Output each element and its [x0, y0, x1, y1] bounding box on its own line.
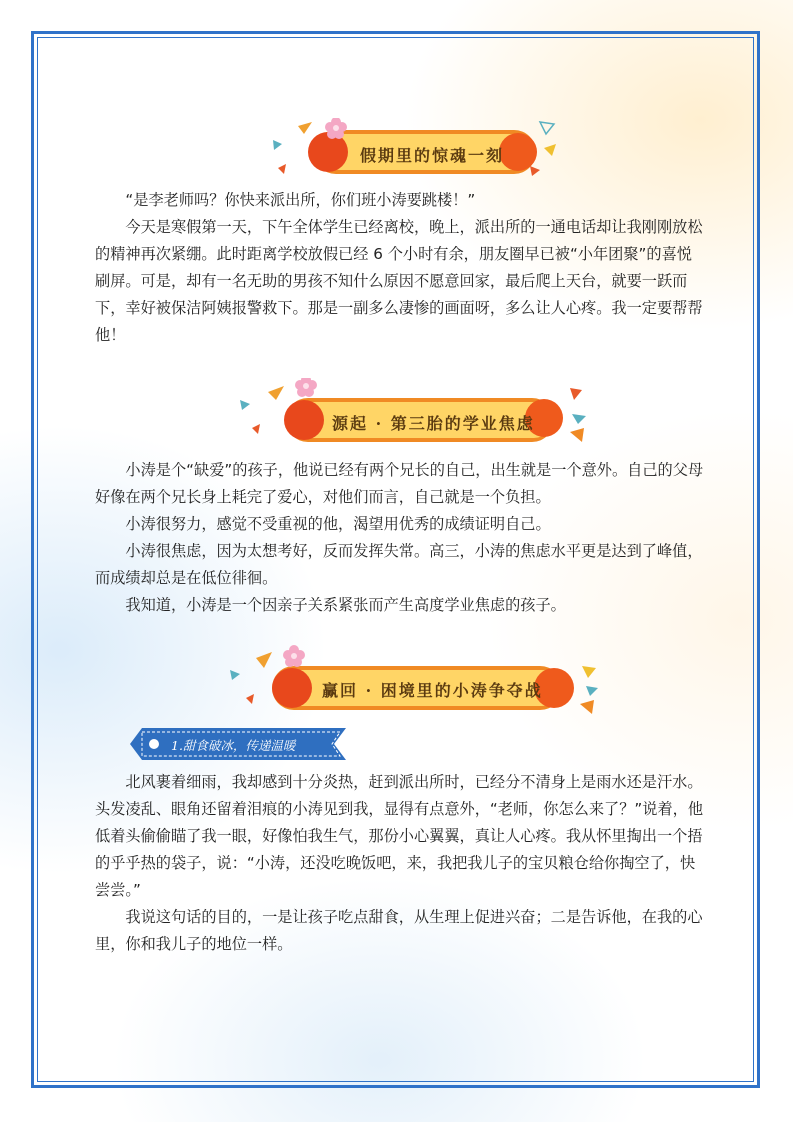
paragraph: “是李老师吗？你快来派出所，你们班小涛要跳楼！”	[125, 191, 476, 209]
subheading-label: 1.甜食破冰，传递温暖	[171, 738, 296, 753]
triangle-deco	[572, 414, 586, 424]
bullet-dot-icon	[149, 739, 159, 749]
paragraph: 小涛很焦虑，因为太想考好，反而发挥失常。高三，小涛的焦虑水平更是达到了峰值，而成绩却总是在低位徘徊。	[95, 542, 703, 587]
banner-circle-left	[284, 400, 324, 440]
triangle-deco	[580, 700, 594, 714]
triangle-deco	[268, 386, 284, 400]
flower-icon	[295, 378, 317, 397]
triangle-deco	[544, 144, 556, 156]
triangle-deco	[273, 140, 282, 150]
paragraph: 今天是寒假第一天，下午全体学生已经离校，晚上，派出所的一通电话却让我刚刚放松的精神再次紧绷。此时距离学校放假已经 6 个小时有余，朋友圈早已被“小年团聚”的喜悦刷屏。可是，却有一名无助的男孩不知什么原因不愿意回家，最后爬上天台，就要一跃而下，幸好被保洁阿姨报警救下。那是一副多么凄惨的画面呀，多么让人心疼。我一定要帮帮他！	[95, 218, 703, 344]
triangle-deco	[246, 694, 254, 704]
section-heading-2	[236, 378, 596, 438]
triangle-deco	[298, 122, 312, 134]
triangle-deco	[570, 388, 582, 400]
banner-circle-left	[272, 668, 312, 708]
triangle-deco	[230, 670, 240, 680]
triangle-deco	[252, 424, 260, 434]
triangle-deco	[586, 686, 598, 696]
section-body-1	[95, 187, 705, 349]
section-title-1: 假期里的惊魂一刻	[360, 146, 505, 165]
flower-icon	[283, 645, 305, 667]
section-title-3: 赢回 · 困境里的小涛争夺战	[322, 681, 543, 700]
triangle-deco	[256, 652, 272, 668]
paragraph: 小涛很努力，感觉不受重视的他，渴望用优秀的成绩证明自己。	[125, 515, 551, 533]
section-heading-3	[226, 642, 606, 702]
triangle-deco	[278, 164, 286, 174]
subheading-ribbon	[128, 724, 348, 764]
paragraph: 我说这句话的目的，一是让孩子吃点甜食，从生理上促进兴奋；二是告诉他，在我的心里，你和我儿子的地位一样。	[95, 908, 703, 953]
section-heading-1	[268, 118, 568, 178]
banner-circle-right	[499, 133, 537, 171]
section-body-3	[95, 769, 705, 958]
section-title-2: 源起 · 第三胎的学业焦虑	[332, 414, 535, 433]
triangle-deco	[540, 122, 554, 134]
paragraph: 小涛是个“缺爱”的孩子，他说已经有两个兄长的自己，出生就是一个意外。自己的父母好像在两个兄长身上耗完了爱心，对他们而言，自己就是一个负担。	[95, 461, 704, 506]
triangle-deco	[240, 400, 250, 410]
section-body-2	[95, 457, 705, 619]
paragraph: 我知道，小涛是一个因亲子关系紧张而产生高度学业焦虑的孩子。	[125, 596, 566, 614]
paragraph: 北风裹着细雨，我却感到十分炎热，赶到派出所时，已经分不清身上是雨水还是汗水。头发凌乱、眼角还留着泪痕的小涛见到我，显得有点意外，“老师，你怎么来了？”说着，他低着头偷偷瞄了我一眼，好像怕我生气，那份小心翼翼，真让人心疼。我从怀里掏出一个捂的乎乎热的袋子，说：“小涛，还没吃晚饭吧，来，我把我儿子的宝贝粮仓给你掏空了，快尝尝。”	[95, 773, 704, 899]
triangle-deco	[582, 666, 596, 678]
triangle-deco	[530, 166, 540, 176]
triangle-deco	[570, 428, 584, 442]
